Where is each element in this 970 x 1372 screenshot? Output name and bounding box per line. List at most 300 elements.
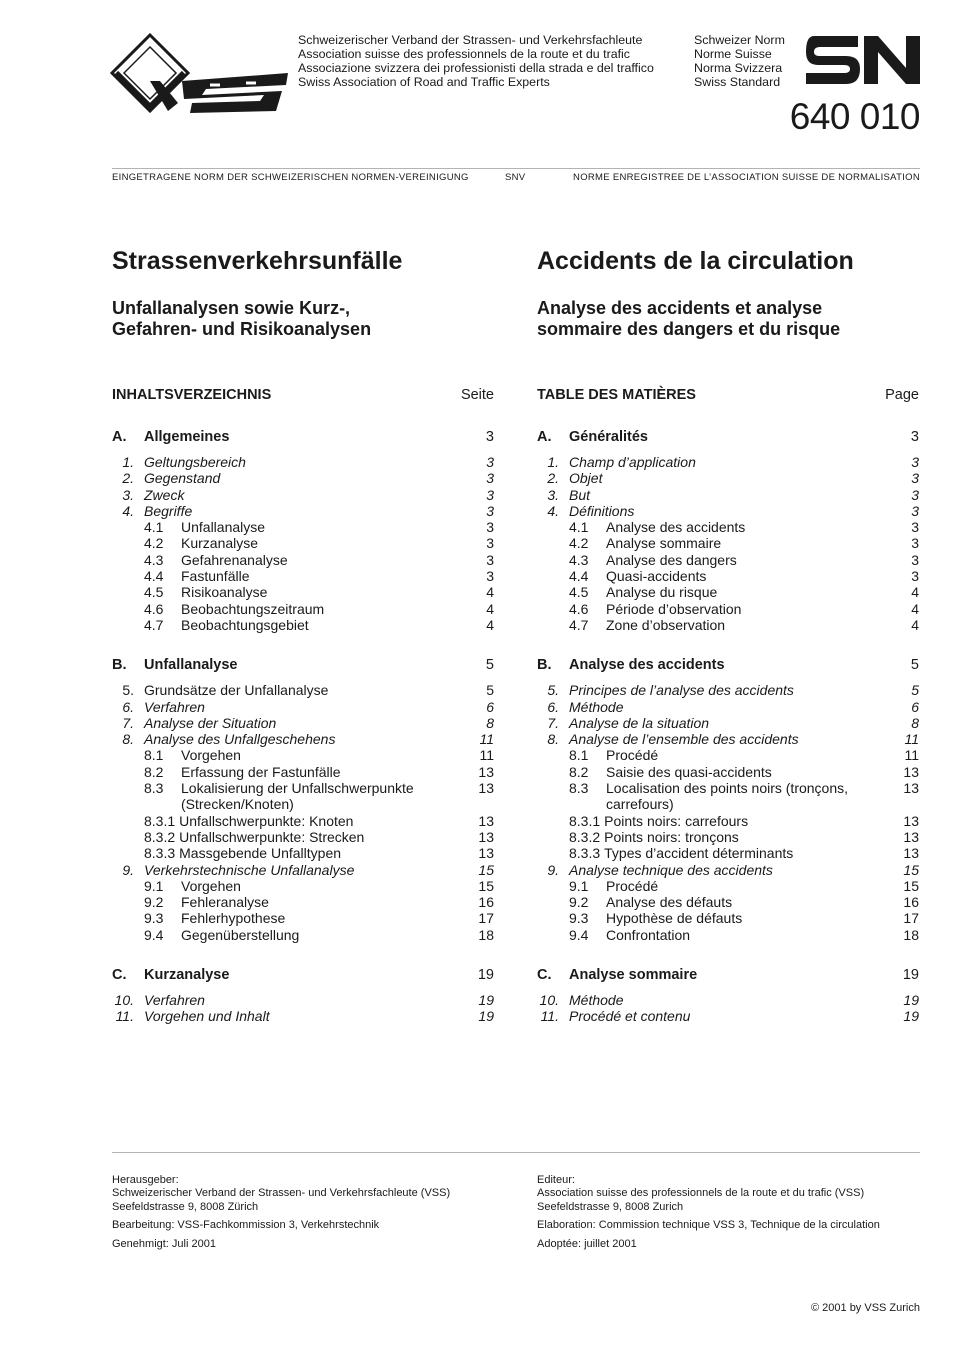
entry-title: Analyse technique des accidents xyxy=(569,861,773,878)
subtitle-fr-line2: sommaire des dangers et du risque xyxy=(537,319,841,339)
title-fr: Accidents de la circulation xyxy=(537,247,854,275)
entry-number: 1. xyxy=(547,454,559,470)
toc-entry xyxy=(112,878,494,894)
entry-number: 1. xyxy=(122,454,134,470)
entry-page: 18 xyxy=(903,926,919,943)
entry-title: Procédé xyxy=(606,747,659,764)
entry-number: 4.1 xyxy=(569,519,589,536)
toc-entry xyxy=(537,829,919,845)
entry-title: Analyse der Situation xyxy=(144,714,277,731)
toc-entry xyxy=(112,535,494,551)
toc-page-label: Page xyxy=(885,387,919,403)
entry-number: 4.6 xyxy=(569,600,589,617)
entry-page: 11 xyxy=(479,747,494,764)
entry-number: 4.4 xyxy=(569,568,589,585)
entry-title: Types d’accident déterminants xyxy=(604,845,794,862)
publisher-label: Editeur: xyxy=(537,1174,575,1186)
entry-number: 4.7 xyxy=(144,616,164,633)
entry-number: 8.3.3 xyxy=(144,845,176,862)
entry-page: 11 xyxy=(904,747,919,764)
entry-title: Unfallschwerpunkte: Strecken xyxy=(179,828,365,845)
toc-entry xyxy=(537,910,919,926)
entry-title: Analyse sommaire xyxy=(606,535,722,552)
toc-section-heading xyxy=(112,657,494,674)
entry-number: 4.5 xyxy=(569,584,589,601)
org-name-it: Associazione svizzera dei professionisti della strada e del traffico xyxy=(298,61,654,75)
entry-page: 13 xyxy=(478,780,494,797)
toc-entry xyxy=(537,845,919,861)
toc-entry xyxy=(112,568,494,584)
toc-spacer xyxy=(537,633,919,657)
entry-title: Analyse des défauts xyxy=(606,894,733,911)
subtitle-fr-line1: Analyse des accidents et analyse xyxy=(537,298,823,318)
entry-number: 8.3.2 xyxy=(144,828,176,845)
toc-entry xyxy=(112,780,494,813)
entry-title: Hypothèse de défauts xyxy=(606,910,743,927)
toc-entry xyxy=(112,992,494,1008)
entry-title: Analyse de la situation xyxy=(569,714,710,731)
standard-names xyxy=(694,33,785,89)
entry-page: 13 xyxy=(903,812,919,829)
entry-page: 13 xyxy=(903,780,919,797)
toc-entry xyxy=(537,682,919,698)
entry-title: Méthode xyxy=(569,992,624,1009)
toc-entry xyxy=(537,699,919,715)
toc-entry xyxy=(537,601,919,617)
entry-number: 9.2 xyxy=(144,894,164,911)
toc-section-heading xyxy=(112,429,494,446)
entry-page: 4 xyxy=(486,584,494,601)
entry-number: 9.2 xyxy=(569,894,589,911)
entry-title: Vorgehen xyxy=(181,747,241,764)
entry-page: 3 xyxy=(486,454,494,470)
entry-number: 10. xyxy=(114,992,134,1009)
toc-entry xyxy=(537,862,919,878)
toc-entry xyxy=(537,535,919,551)
entry-page: 4 xyxy=(911,616,919,633)
entry-page: 5 xyxy=(486,682,494,699)
entry-page: 4 xyxy=(486,600,494,617)
entry-number: 10. xyxy=(539,992,559,1009)
entry-page: 13 xyxy=(478,828,494,845)
entry-number: 4.2 xyxy=(144,535,164,552)
entry-number: 4.6 xyxy=(144,600,164,617)
title-de: Strassenverkehrsunfälle xyxy=(112,247,403,275)
entry-number: 4.1 xyxy=(144,519,164,536)
header-divider xyxy=(112,168,920,169)
entry-page: 4 xyxy=(911,600,919,617)
toc-entry xyxy=(537,584,919,600)
entry-title: Zweck xyxy=(144,486,185,503)
section-title: Unfallanalyse xyxy=(144,657,238,674)
entry-title: Procédé xyxy=(606,877,659,894)
entry-title: Fehlerhypothese xyxy=(181,910,286,927)
entry-page: 13 xyxy=(903,845,919,862)
entry-title: Gegenüberstellung xyxy=(181,926,300,943)
standard-name-fr: Norme Suisse xyxy=(694,47,772,61)
entry-number: 8.1 xyxy=(569,747,589,764)
entry-number: 9.4 xyxy=(569,926,589,943)
entry-number: 8.3 xyxy=(569,780,589,797)
entry-title: Localisation des points noirs (tronçons, carrefours) xyxy=(606,780,849,813)
entry-title: Procédé et contenu xyxy=(569,1008,691,1025)
toc-spacer xyxy=(112,674,494,682)
publisher-name: Schweizerischer Verband der Strassen- und Verkehrsfachleute (VSS) xyxy=(112,1187,451,1200)
entry-page: 3 xyxy=(486,535,494,552)
toc-body xyxy=(112,405,494,1025)
toc-entry xyxy=(112,813,494,829)
footer-de xyxy=(112,1174,512,1256)
toc-entry xyxy=(537,764,919,780)
sn-logo xyxy=(806,36,922,86)
section-number: B. xyxy=(112,657,127,674)
entry-page: 19 xyxy=(478,992,494,1009)
toc-entry xyxy=(112,584,494,600)
toc-label: INHALTSVERZEICHNIS xyxy=(112,387,272,403)
entry-number: 5. xyxy=(547,682,559,699)
toc-entry xyxy=(112,617,494,633)
toc-page-label: Seite xyxy=(460,387,494,403)
toc-entry xyxy=(537,927,919,943)
toc-section-heading xyxy=(112,967,494,984)
footer-fr xyxy=(537,1174,920,1256)
entry-number: 9. xyxy=(122,861,134,878)
entry-page: 8 xyxy=(486,714,494,731)
toc-de xyxy=(112,387,494,1025)
association-names xyxy=(298,33,654,89)
toc-entry xyxy=(112,454,494,470)
entry-title: Vorgehen und Inhalt xyxy=(144,1008,270,1025)
entry-title: Massgebende Unfalltypen xyxy=(179,845,342,862)
toc-entry xyxy=(112,829,494,845)
entry-number: 8.2 xyxy=(569,763,589,780)
toc-entry xyxy=(537,470,919,486)
entry-number: 9.1 xyxy=(569,877,589,894)
section-number: A. xyxy=(112,429,127,445)
entry-title: Quasi-accidents xyxy=(606,568,707,585)
entry-number: 4. xyxy=(122,502,134,519)
entry-page: 19 xyxy=(903,1008,919,1025)
entry-page: 3 xyxy=(911,568,919,585)
entry-page: 6 xyxy=(911,698,919,715)
toc-entry xyxy=(537,747,919,763)
entry-page: 18 xyxy=(478,926,494,943)
toc-heading xyxy=(112,387,494,405)
toc-entry xyxy=(112,699,494,715)
entry-title: Analyse des Unfallgeschehens xyxy=(144,731,336,748)
entry-page: 3 xyxy=(911,551,919,568)
toc-entry xyxy=(537,731,919,747)
entry-page: 3 xyxy=(486,470,494,487)
footer-divider xyxy=(112,1152,920,1153)
entry-number: 7. xyxy=(547,714,559,731)
entry-page: 15 xyxy=(903,861,919,878)
entry-number: 4.3 xyxy=(144,551,164,568)
toc-entry xyxy=(112,845,494,861)
section-title: Analyse des accidents xyxy=(569,657,725,674)
subtitle-de xyxy=(112,298,371,340)
entry-title: Zone d’observation xyxy=(606,616,726,633)
toc-entry xyxy=(112,682,494,698)
toc-entry xyxy=(537,992,919,1008)
entry-page: 13 xyxy=(903,828,919,845)
entry-title: Gegenstand xyxy=(144,470,221,487)
entry-number: 8. xyxy=(547,731,559,748)
subtitle-de-line1: Unfallanalysen sowie Kurz-, xyxy=(112,298,351,318)
entry-title: Analyse des dangers xyxy=(606,551,737,568)
toc-entry xyxy=(112,927,494,943)
entry-title: Objet xyxy=(569,470,603,487)
entry-title: Unfallanalyse xyxy=(181,519,266,536)
toc-entry xyxy=(112,747,494,763)
section-page: 3 xyxy=(910,429,919,445)
publisher-address: Seefeldstrasse 9, 8008 Zurich xyxy=(537,1200,684,1213)
entry-page: 4 xyxy=(911,584,919,601)
standard-name-it: Norma Svizzera xyxy=(694,61,783,75)
entry-number: 4. xyxy=(547,502,559,519)
entry-number: 8.1 xyxy=(144,747,164,764)
entry-title: Points noirs: carrefours xyxy=(604,812,749,829)
approval-date: Adoptée: juillet 2001 xyxy=(537,1237,637,1250)
toc-fr xyxy=(537,387,919,1025)
toc-entry xyxy=(112,503,494,519)
entry-title: Gefahrenanalyse xyxy=(181,551,288,568)
entry-number: 7. xyxy=(122,714,134,731)
toc-spacer xyxy=(112,446,494,454)
toc-entry xyxy=(537,1008,919,1024)
toc-section-heading xyxy=(537,657,919,674)
entry-title: Grundsätze der Unfallanalyse xyxy=(144,682,329,699)
entry-number: 4.4 xyxy=(144,568,164,585)
entry-number: 5. xyxy=(122,682,134,699)
toc-spacer xyxy=(112,633,494,657)
entry-page: 16 xyxy=(478,894,494,911)
entry-page: 3 xyxy=(486,486,494,503)
entry-page: 13 xyxy=(478,763,494,780)
entry-number: 9. xyxy=(547,861,559,878)
toc-spacer xyxy=(537,674,919,682)
copyright: © 2001 by VSS Zurich xyxy=(811,1302,920,1314)
entry-title: Fastunfälle xyxy=(181,568,250,585)
toc-entry xyxy=(537,813,919,829)
entry-title: Points noirs: tronçons xyxy=(604,828,739,845)
entry-title: Kurzanalyse xyxy=(181,535,259,552)
registration-snv: SNV xyxy=(505,172,526,183)
section-number: B. xyxy=(537,657,552,674)
toc-spacer xyxy=(112,984,494,992)
entry-page: 15 xyxy=(903,877,919,894)
norm-number: 640 010 xyxy=(789,96,920,137)
toc-label: TABLE DES MATIÈRES xyxy=(537,387,696,403)
subtitle-fr xyxy=(537,298,840,340)
toc-entry xyxy=(112,894,494,910)
entry-title: Beobachtungszeitraum xyxy=(181,600,325,617)
toc-spacer xyxy=(537,405,919,429)
toc-entry xyxy=(537,878,919,894)
entry-page: 5 xyxy=(911,682,919,699)
registration-note-de: EINGETRAGENE NORM DER SCHWEIZERISCHEN NORMEN-VEREINIGUNG xyxy=(112,172,469,183)
toc-spacer xyxy=(537,984,919,992)
entry-title: Analyse du risque xyxy=(606,584,718,601)
toc-body xyxy=(537,405,919,1025)
entry-title: Analyse de l’ensemble des accidents xyxy=(569,731,799,748)
entry-title: Risikoanalyse xyxy=(181,584,268,601)
toc-entry xyxy=(112,764,494,780)
toc-entry xyxy=(537,715,919,731)
entry-title: Lokalisierung der Unfallschwerpunkte (Strecken/Knoten) xyxy=(181,780,414,813)
entry-page: 3 xyxy=(911,454,919,470)
section-page: 5 xyxy=(485,657,494,674)
entry-page: 3 xyxy=(911,470,919,487)
entry-title: Période d’observation xyxy=(606,600,742,617)
entry-page: 3 xyxy=(486,502,494,519)
standard-name-en: Swiss Standard xyxy=(694,75,781,89)
entry-number: 9.1 xyxy=(144,877,164,894)
toc-spacer xyxy=(112,405,494,429)
entry-number: 8.3 xyxy=(144,780,164,797)
entry-title: Beobachtungsgebiet xyxy=(181,616,309,633)
entry-page: 11 xyxy=(479,731,494,748)
standard-name-de: Schweizer Norm xyxy=(694,33,785,47)
toc-spacer xyxy=(537,446,919,454)
entry-number: 4.7 xyxy=(569,616,589,633)
entry-number: 11. xyxy=(115,1008,134,1025)
entry-number: 8.3.1 xyxy=(144,812,176,829)
entry-page: 17 xyxy=(478,910,494,927)
toc-entry xyxy=(537,487,919,503)
editing-note: Bearbeitung: VSS-Fachkommission 3, Verkehrstechnik xyxy=(112,1219,380,1232)
entry-page: 3 xyxy=(486,568,494,585)
entry-number: 6. xyxy=(122,698,134,715)
section-page: 19 xyxy=(477,967,494,984)
entry-number: 6. xyxy=(547,698,559,715)
entry-page: 3 xyxy=(911,519,919,536)
org-name-de: Schweizerischer Verband der Strassen- und Verkehrsfachleute xyxy=(298,33,643,47)
toc-section-heading xyxy=(537,967,919,984)
entry-page: 15 xyxy=(478,877,494,894)
entry-title: Verfahren xyxy=(144,992,205,1009)
entry-number: 8. xyxy=(122,731,134,748)
entry-number: 9.4 xyxy=(144,926,164,943)
entry-page: 13 xyxy=(478,812,494,829)
publisher-label: Herausgeber: xyxy=(112,1174,179,1186)
entry-title: Verfahren xyxy=(144,698,205,715)
entry-page: 19 xyxy=(903,992,919,1009)
entry-title: Analyse des accidents xyxy=(606,519,746,536)
toc-entry xyxy=(112,487,494,503)
toc-entry xyxy=(112,715,494,731)
section-page: 5 xyxy=(910,657,919,674)
toc-entry xyxy=(537,780,919,813)
entry-number: 2. xyxy=(547,470,559,487)
entry-title: Begriffe xyxy=(144,502,193,519)
publisher-address: Seefeldstrasse 9, 8008 Zürich xyxy=(112,1200,259,1213)
entry-page: 15 xyxy=(478,861,494,878)
entry-number: 11. xyxy=(540,1008,559,1025)
entry-title: But xyxy=(569,486,591,503)
entry-page: 4 xyxy=(486,616,494,633)
entry-title: Champ d’application xyxy=(569,454,696,470)
vss-logo xyxy=(110,33,292,115)
entry-number: 2. xyxy=(122,470,134,487)
toc-entry xyxy=(112,470,494,486)
entry-page: 13 xyxy=(903,763,919,780)
section-title: Généralités xyxy=(569,429,648,445)
toc-entry xyxy=(112,1008,494,1024)
entry-title: Vorgehen xyxy=(181,877,241,894)
toc-entry xyxy=(537,568,919,584)
toc-spacer xyxy=(537,943,919,967)
entry-title: Geltungsbereich xyxy=(144,454,246,470)
entry-number: 8.3.1 xyxy=(569,812,601,829)
entry-title: Méthode xyxy=(569,698,624,715)
entry-page: 3 xyxy=(486,551,494,568)
entry-page: 3 xyxy=(911,502,919,519)
entry-number: 9.3 xyxy=(144,910,164,927)
entry-number: 8.3.2 xyxy=(569,828,601,845)
section-number: C. xyxy=(112,967,127,984)
entry-number: 4.2 xyxy=(569,535,589,552)
entry-page: 8 xyxy=(911,714,919,731)
entry-page: 19 xyxy=(478,1008,494,1025)
section-page: 3 xyxy=(485,429,494,445)
section-title: Analyse sommaire xyxy=(569,967,698,984)
entry-page: 3 xyxy=(911,535,919,552)
entry-number: 3. xyxy=(122,486,134,503)
toc-entry xyxy=(537,617,919,633)
editing-note: Elaboration: Commission technique VSS 3, Technique de la circulation xyxy=(537,1219,880,1232)
toc-entry xyxy=(537,454,919,470)
section-number: C. xyxy=(537,967,552,984)
entry-title: Définitions xyxy=(569,502,635,519)
section-title: Allgemeines xyxy=(144,429,230,445)
entry-number: 4.5 xyxy=(144,584,164,601)
toc-entry xyxy=(112,601,494,617)
entry-number: 9.3 xyxy=(569,910,589,927)
section-title: Kurzanalyse xyxy=(144,967,230,984)
section-number: A. xyxy=(537,429,552,445)
entry-number: 8.2 xyxy=(144,763,164,780)
toc-spacer xyxy=(112,943,494,967)
toc-entry xyxy=(537,552,919,568)
toc-entry xyxy=(112,519,494,535)
entry-page: 6 xyxy=(486,698,494,715)
entry-page: 13 xyxy=(478,845,494,862)
entry-number: 4.3 xyxy=(569,551,589,568)
entry-page: 11 xyxy=(904,731,919,748)
toc-entry xyxy=(112,862,494,878)
section-page: 19 xyxy=(902,967,919,984)
entry-title: Unfallschwerpunkte: Knoten xyxy=(179,812,354,829)
publisher-name: Association suisse des professionnels de la route et du trafic (VSS) xyxy=(537,1187,865,1200)
toc-section-heading xyxy=(537,429,919,446)
toc-entry xyxy=(112,552,494,568)
entry-number: 3. xyxy=(547,486,559,503)
entry-page: 3 xyxy=(911,486,919,503)
registration-note-fr: NORME ENREGISTREE DE L’ASSOCIATION SUISSE DE NORMALISATION xyxy=(573,172,920,183)
toc-entry xyxy=(112,910,494,926)
toc-entry xyxy=(537,503,919,519)
toc-entry xyxy=(537,894,919,910)
entry-number: 8.3.3 xyxy=(569,845,601,862)
entry-title: Principes de l’analyse des accidents xyxy=(569,682,794,699)
org-name-en: Swiss Association of Road and Traffic Experts xyxy=(298,75,550,89)
toc-entry xyxy=(112,731,494,747)
toc-entry xyxy=(537,519,919,535)
toc-heading xyxy=(537,387,919,405)
approval-date: Genehmigt: Juli 2001 xyxy=(112,1237,216,1250)
entry-page: 3 xyxy=(486,519,494,536)
